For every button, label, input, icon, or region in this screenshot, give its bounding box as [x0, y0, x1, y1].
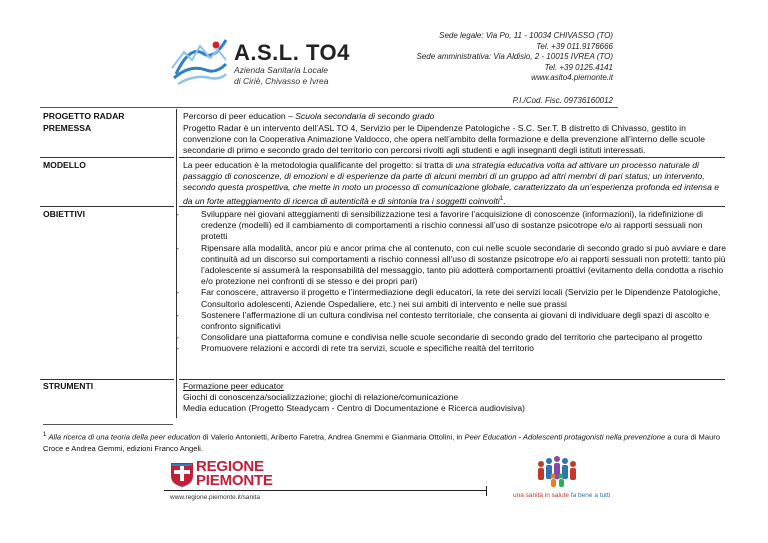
region-website-link[interactable]: www.regione.piemonte.it/sanita [170, 494, 260, 501]
list-item: - Sviluppare nei giovani atteggiamenti di sensibilizzazione tesi a favorire l’acquisizione di conoscenze (informazioni), la ridefinizione di credenze (modelli) ed il cambiamento di comportamenti a rischio connessi all’uso di sostanze psicotrope e/o ai rapporti sessuali non protetti [176, 209, 728, 243]
region-name: REGIONE PIEMONTE [196, 458, 273, 489]
header-address-block [416, 31, 613, 84]
row-divider [179, 379, 725, 380]
list-item: - Sostenere l’affermazione di un cultura condivisa nel contesto territoriale, che consenta ai giovani di individuare degli spazi di ascolto e confronto significativi [176, 310, 728, 332]
list-item: - Far conoscere, attraverso il progetto e l’intermediazione degli educatori, la rete dei servizi locali (Servizio per le Dipendenze Patologiche, Consultorio adolescenti, Aziende Ospedaliere, etc.) nei sui ambiti di intervento e nelle sue prassi [176, 287, 728, 309]
footnote: $^1$ Alla ricerca di una teoria della peer education di Valerio Antonietti, Ariberto Faretra, Andrea Gnemmi e Gianmaria Ottolini, in Peer Education - Adolescenti protagonisti nella prevenzione a cura di Mauro Croce e Andrea Gemmi, edizioni Franco Angeli. [43, 432, 721, 453]
asl-logo-icon [170, 34, 228, 86]
footer-divider [164, 490, 486, 491]
org-subtitle-2: di Ciriè, Chivasso e Ivrea [234, 76, 329, 86]
org-subtitle: Azienda Sanitaria Locale [234, 65, 329, 75]
row-divider [40, 206, 174, 207]
campaign-slogan: una sanità in salute fa bene a tutti [513, 492, 611, 499]
admin-phone: Tel. +39 0125.4141 [544, 62, 613, 72]
list-item: - Promuovere relazioni e accordi di rete tra servizi, scuole e specifiche realtà del territorio [176, 343, 728, 354]
obiettivi-list [176, 209, 728, 355]
list-item: - Consolidare una piattaforma comune e condivisa nelle scuole secondarie di secondo grado del territorio che partecipano al progetto [176, 332, 728, 343]
legal-address: Sede legale: Via Po, 11 - 10034 CHIVASSO (TO) [439, 31, 613, 40]
row-divider [40, 157, 174, 158]
strumenti-text [183, 381, 723, 415]
legal-phone: Tel. +39 011.9176666 [536, 41, 613, 51]
row-divider [40, 379, 174, 380]
website-link[interactable]: www.aslto4.piemonte.it [531, 73, 613, 82]
header-divider [40, 107, 618, 108]
footnote-divider [43, 424, 173, 425]
progetto-text: Percorso di peer education – Scuola secondaria di secondo grado [183, 111, 435, 121]
admin-address: Sede amministrativa: Via Aldisio, 2 - 10015 IVREA (TO) [416, 52, 613, 61]
people-group-icon [533, 454, 579, 488]
label-obiettivi: OBIETTIVI [43, 209, 86, 219]
regione-piemonte-logo-icon [170, 462, 194, 488]
tax-id: P.I./Cod. Fisc. 09736160012 [512, 96, 613, 105]
strumenti-line: Formazione peer educator [183, 381, 284, 391]
label-modello: MODELLO [43, 160, 86, 170]
label-progetto: PROGETTO RADAR [43, 111, 125, 121]
footer-divider-tick [486, 486, 487, 496]
label-premessa: PREMESSA [43, 123, 92, 133]
strumenti-line: Media education (Progetto Steadycam - Centro di Documentazione e Ricerca audiovisiva) [183, 403, 526, 414]
footnote-ref[interactable]: 1 [499, 195, 504, 202]
label-strumenti: STRUMENTI [43, 381, 94, 391]
org-title: A.S.L. TO4 [234, 40, 350, 65]
modello-text: La peer education è la metodologia qualificante del progetto: si tratta di una strategia educativa volta ad attivare un processo naturale di passaggio di conoscenze, di emozioni e di esperienze da parte di alcuni membri di un gruppo ad altri membri di pari status; un intervento, secondo questa prospettiva, che mette in moto un processo di comunicazione globale, caratterizzato da un’esperienza profonda ed intensa e da un forte atteggiamento di ricerca di autenticità e di sintonia tra i soggetti coinvolti$^1$. [183, 160, 720, 206]
list-item: - Ripensare alla modalità, ancor più e ancor prima che al contenuto, con cui nelle scuole secondarie di secondo grado si può avviare e dare continuità ad un discorso sui comportamenti a rischio connessi all’uso di sostanze psicotrope e/o ai rapporti sessuali non protetti: tanto più l’adolescente si assumerà la responsabilità del messaggio, tanto più adotterà comportamenti proattivi (evitamento della condotta a rischio e/o protezione nei confronti di se stesso e dei propri pari) [176, 243, 728, 288]
premessa-text: Progetto Radar è un intervento dell’ASL TO 4, Servizio per le Dipendenze Patologiche - S.C. Ser.T. B distretto di Chivasso, gestito in convenzione con la Cooperativa Animazione Valdocco, che opera nell’ambito della formazione e della prevenzione all’interno delle scuole secondarie di primo e secondo grado del territorio con percorsi rivolti agli studenti e agli insegnanti degli istituti interessati. [183, 123, 705, 156]
strumenti-line: Giochi di conoscenza/socializzazione; giochi di relazione/comunicazione [183, 392, 459, 403]
row-divider [179, 157, 725, 158]
